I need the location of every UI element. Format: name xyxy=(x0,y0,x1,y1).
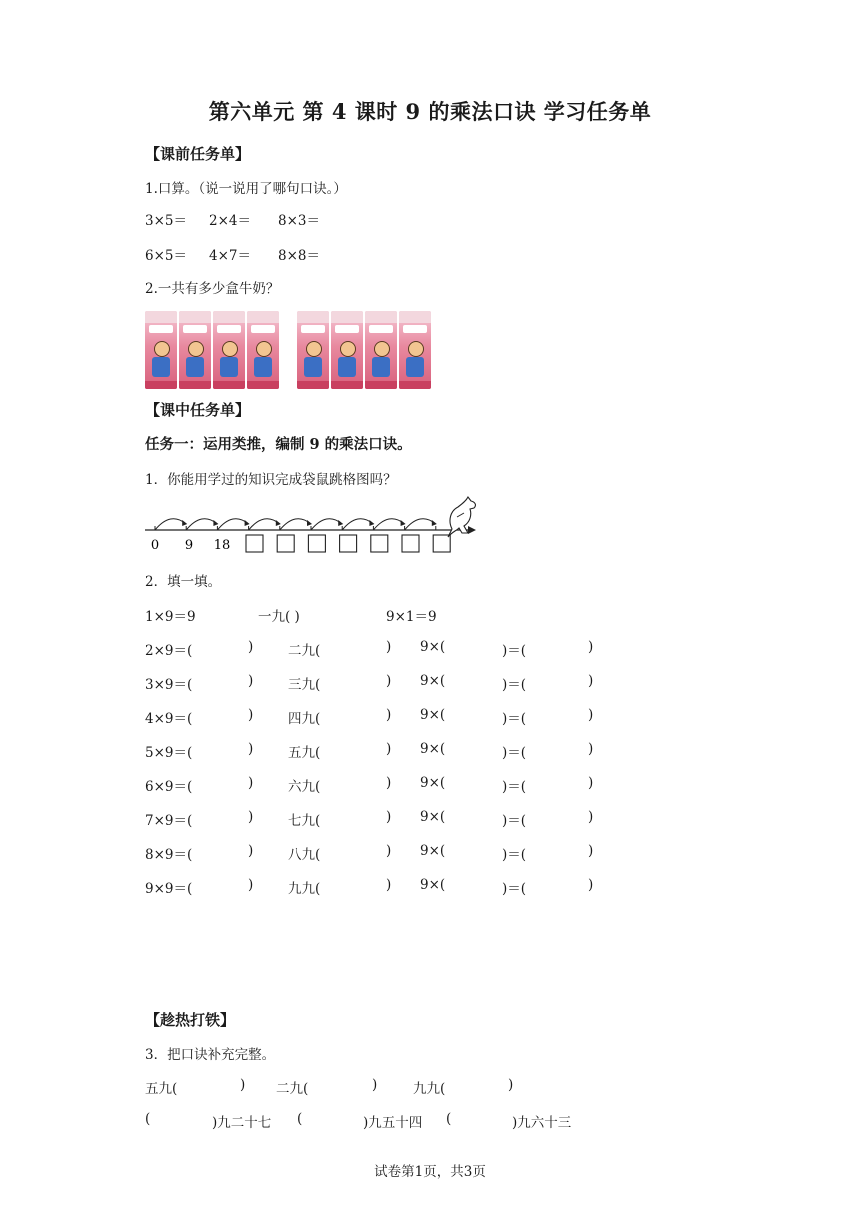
answer-box[interactable] xyxy=(340,535,357,552)
fill-cell: 9×( xyxy=(420,673,446,689)
fill-cell[interactable]: )＝( xyxy=(502,847,527,863)
jump-arrowhead xyxy=(307,520,312,526)
fill-cell[interactable]: ) xyxy=(248,639,254,655)
fill-cell: 9×( xyxy=(420,877,446,893)
fill-cell[interactable]: ) xyxy=(588,639,594,655)
jump-arrowhead xyxy=(338,520,343,526)
milk-box-icon xyxy=(145,311,177,389)
tick-label: 18 xyxy=(213,538,231,553)
fill-cell[interactable]: ) xyxy=(386,775,392,791)
q3-item: 二九( xyxy=(276,1081,309,1097)
tick-label: 9 xyxy=(184,538,194,553)
fill-cell: 五九( xyxy=(288,745,321,761)
milk-box-icon xyxy=(247,311,279,389)
milk-box-icon xyxy=(399,311,431,389)
fill-cell: 9×( xyxy=(420,741,446,757)
question-3-text: 3．把口诀补充完整。 xyxy=(145,1047,276,1063)
jump-arrowhead xyxy=(213,520,218,526)
fill-item: 1×9＝9 xyxy=(145,609,196,625)
fill-cell[interactable]: ) xyxy=(248,843,254,859)
milk-box-group-left xyxy=(145,311,279,389)
fill-cell[interactable]: )＝( xyxy=(502,745,527,761)
fill-question: 2．填一填。 xyxy=(145,574,222,590)
number-line-arrow xyxy=(468,526,476,534)
jump-arc xyxy=(373,519,404,530)
jump-arc xyxy=(311,519,342,530)
page-title: 第六单元 第 4 课时 9 的乘法口诀 学习任务单 xyxy=(208,99,652,124)
fill-cell: 5×9＝( xyxy=(145,745,193,761)
answer-box[interactable] xyxy=(308,535,325,552)
q3-item: 五九( xyxy=(145,1081,178,1097)
answer-box[interactable] xyxy=(433,535,450,552)
fill-cell[interactable]: ) xyxy=(386,639,392,655)
fill-cell: 六九( xyxy=(288,779,321,795)
fill-cell[interactable]: ) xyxy=(588,707,594,723)
fill-cell[interactable]: )＝( xyxy=(502,813,527,829)
page-footer: 试卷第1页，共3页 xyxy=(374,1164,486,1180)
fill-cell[interactable]: ) xyxy=(588,809,594,825)
jump-arrowhead xyxy=(182,520,187,526)
fill-cell[interactable]: ) xyxy=(588,673,594,689)
jump-arc xyxy=(186,519,217,530)
milk-box-icon xyxy=(297,311,329,389)
answer-boxes xyxy=(246,535,450,552)
fill-cell: 四九( xyxy=(288,711,321,727)
fill-cell[interactable]: )＝( xyxy=(502,881,527,897)
fill-cell: 8×9＝( xyxy=(145,847,193,863)
kangaroo-number-line xyxy=(140,493,485,559)
calc-item: 4×7＝ xyxy=(209,248,251,264)
fill-cell[interactable]: ) xyxy=(386,809,392,825)
jump-arrowhead xyxy=(276,520,281,526)
fill-cell[interactable]: ) xyxy=(386,877,392,893)
q3-item: ) xyxy=(508,1077,514,1093)
task-1-heading: 任务一：运用类推，编制 9 的乘法口诀。 xyxy=(145,436,412,453)
fill-cell: 九九( xyxy=(288,881,321,897)
fill-item: 一九( ) xyxy=(258,609,300,625)
fill-cell: 3×9＝( xyxy=(145,677,193,693)
jump-arc xyxy=(342,519,373,530)
answer-box[interactable] xyxy=(371,535,388,552)
fill-cell: 八九( xyxy=(288,847,321,863)
q3-item: )九二十七 xyxy=(212,1115,272,1131)
jump-arc xyxy=(249,519,280,530)
jump-arrowhead xyxy=(369,520,374,526)
fill-cell: 4×9＝( xyxy=(145,711,193,727)
question-2-text: 2.一共有多少盒牛奶？ xyxy=(145,281,280,297)
fill-cell[interactable]: ) xyxy=(248,741,254,757)
fill-cell[interactable]: ) xyxy=(588,775,594,791)
kangaroo-question: 1．你能用学过的知识完成袋鼠跳格图吗？ xyxy=(145,472,397,488)
jump-arrowhead xyxy=(432,520,437,526)
fill-cell: 2×9＝( xyxy=(145,643,193,659)
fill-cell: 9×9＝( xyxy=(145,881,193,897)
section-pre-class: 【课前任务单】 xyxy=(145,145,251,163)
q3-item: ( xyxy=(297,1111,303,1127)
q3-item: )九五十四 xyxy=(363,1115,423,1131)
q3-item: ) xyxy=(372,1077,378,1093)
calc-item: 8×8＝ xyxy=(278,248,320,264)
fill-cell: 三九( xyxy=(288,677,321,693)
question-1-text: 1.口算。（说一说用了哪句口诀。） xyxy=(145,181,347,197)
fill-cell[interactable]: )＝( xyxy=(502,711,527,727)
fill-cell[interactable]: ) xyxy=(248,877,254,893)
answer-box[interactable] xyxy=(277,535,294,552)
fill-cell[interactable]: ) xyxy=(588,741,594,757)
calc-item: 6×5＝ xyxy=(145,248,187,264)
fill-cell: 9×( xyxy=(420,843,446,859)
fill-cell[interactable]: )＝( xyxy=(502,779,527,795)
answer-box[interactable] xyxy=(402,535,419,552)
fill-item: 9×1＝9 xyxy=(386,609,437,625)
section-practice: 【趁热打铁】 xyxy=(145,1011,236,1029)
fill-cell: 6×9＝( xyxy=(145,779,193,795)
q3-item: )九六十三 xyxy=(512,1115,572,1131)
fill-cell: 9×( xyxy=(420,809,446,825)
calc-item: 3×5＝ xyxy=(145,213,187,229)
fill-cell[interactable]: ) xyxy=(248,809,254,825)
fill-cell: 9×( xyxy=(420,775,446,791)
fill-cell[interactable]: ) xyxy=(386,673,392,689)
fill-cell: 二九( xyxy=(288,643,321,659)
jump-arc xyxy=(217,519,248,530)
tick-label: 0 xyxy=(150,538,160,553)
jump-arrowhead xyxy=(245,520,250,526)
q3-item: ( xyxy=(145,1111,151,1127)
fill-cell[interactable]: ) xyxy=(386,741,392,757)
jump-arc xyxy=(155,519,186,530)
fill-cell[interactable]: ) xyxy=(386,707,392,723)
fill-cell: 7×9＝( xyxy=(145,813,193,829)
jump-arc xyxy=(280,519,311,530)
fill-cell[interactable]: ) xyxy=(386,843,392,859)
fill-cell: 七九( xyxy=(288,813,321,829)
fill-cell[interactable]: )＝( xyxy=(502,677,527,693)
fill-cell[interactable]: ) xyxy=(248,673,254,689)
milk-box-icon xyxy=(213,311,245,389)
fill-cell: 9×( xyxy=(420,639,446,655)
fill-cell: 9×( xyxy=(420,707,446,723)
q3-item: 九九( xyxy=(413,1081,446,1097)
fill-cell[interactable]: ) xyxy=(248,707,254,723)
q3-item: ( xyxy=(446,1111,452,1127)
milk-box-group-right xyxy=(297,311,431,389)
jump-arc xyxy=(405,519,436,530)
fill-cell[interactable]: ) xyxy=(248,775,254,791)
fill-cell[interactable]: )＝( xyxy=(502,643,527,659)
calc-item: 8×3＝ xyxy=(278,213,320,229)
fill-cell[interactable]: ) xyxy=(588,843,594,859)
q3-item: ) xyxy=(240,1077,246,1093)
milk-box-icon xyxy=(179,311,211,389)
section-in-class: 【课中任务单】 xyxy=(145,401,251,419)
answer-box[interactable] xyxy=(246,535,263,552)
jump-arrowhead xyxy=(401,520,406,526)
fill-cell[interactable]: ) xyxy=(588,877,594,893)
calc-item: 2×4＝ xyxy=(209,213,251,229)
jump-arcs xyxy=(155,519,437,530)
milk-box-icon xyxy=(365,311,397,389)
milk-box-icon xyxy=(331,311,363,389)
